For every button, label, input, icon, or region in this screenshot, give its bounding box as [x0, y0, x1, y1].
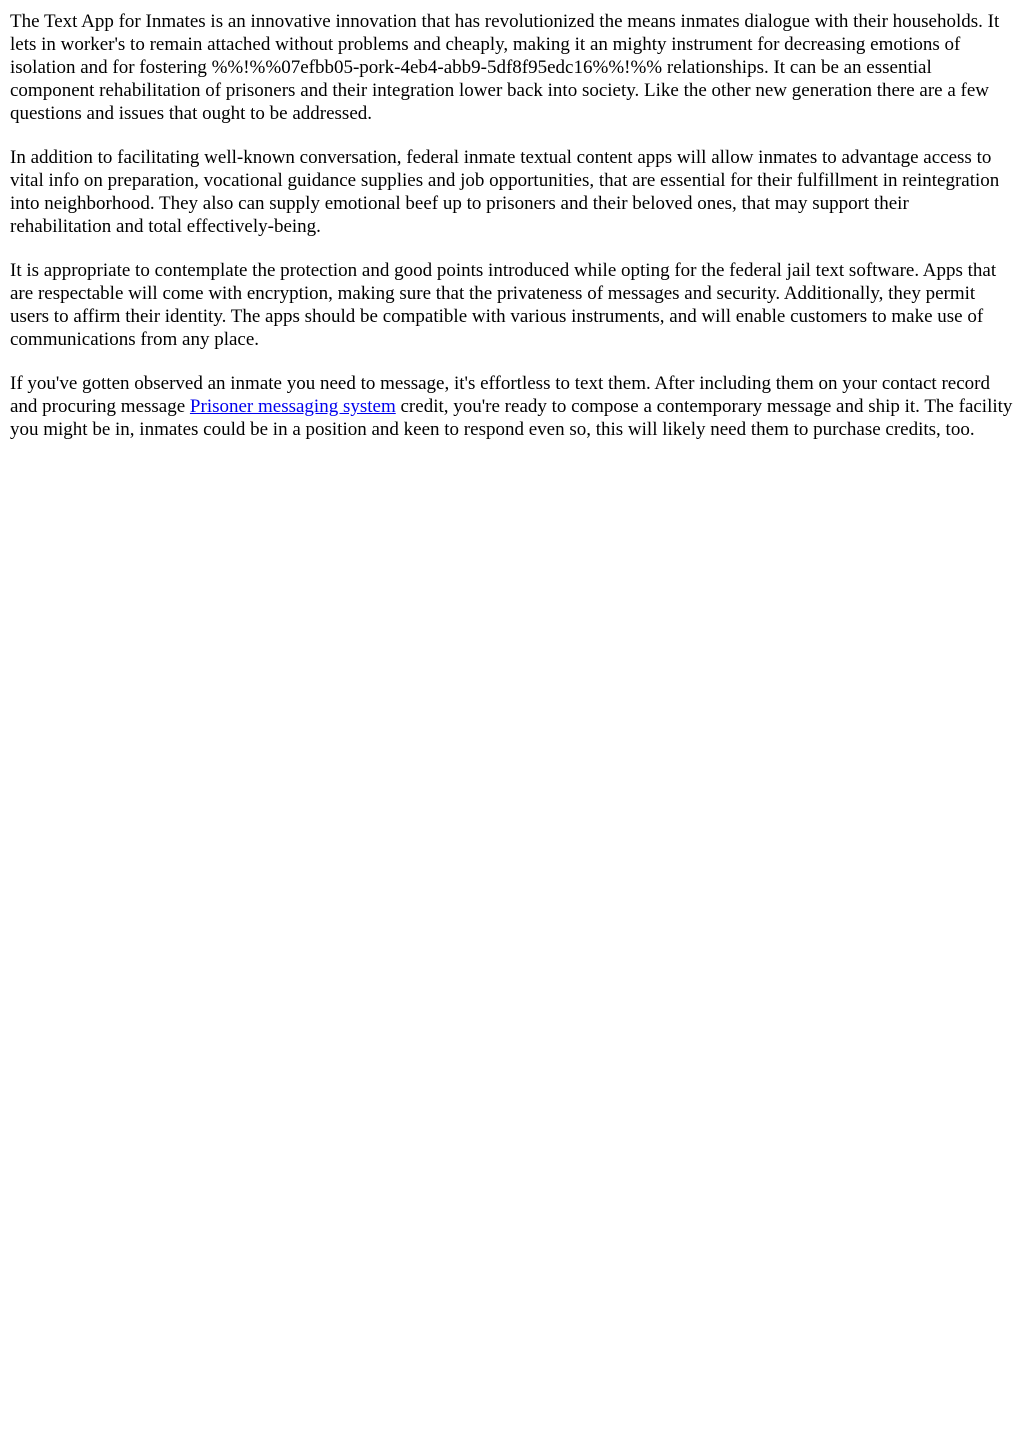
paragraph-4	[10, 372, 1014, 441]
paragraph-3: It is appropriate to contemplate the protection and good points introduced while opting for the federal jail text software. Apps that are respectable will come with encryption, making sure that the privateness of messages and security. Additionally, they permit users to affirm their identity. The apps should be compatible with various instruments, and will enable customers to make use of communications from any place.	[10, 260, 997, 350]
paragraph-4-text-after-link: credit, you're ready to compose a contemporary message and ship it. The facility you might be in, inmates could be in a position and keen to respond even so, this will likely need them to purchase credits, too.	[10, 396, 1013, 440]
paragraph-4-text-before-link: If you've gotten observed an inmate you need to message, it's effortless to text them. After including them on your contact record and procuring message	[10, 373, 990, 417]
paragraph-1: The Text App for Inmates is an innovative innovation that has revolutionized the means inmates dialogue with their households. It lets in worker's to remain attached without problems and cheaply, making it an mighty instrument for decreasing emotions of isolation and for fostering %%!%%07efbb05-pork-4eb4-abb9-5df8f95edc16%%!%% relationships. It can be an essential component rehabilitation of prisoners and their integration lower back into society. Like the other new generation there are a few questions and issues that ought to be addressed.	[10, 11, 1000, 124]
prisoner-messaging-system-link[interactable]: Prisoner messaging system	[189, 396, 396, 417]
article-body	[10, 10, 1014, 441]
paragraph-2: In addition to facilitating well-known conversation, federal inmate textual content apps will allow inmates to advantage access to vital info on preparation, vocational guidance supplies and job opportunities, that are essential for their fulfillment in reintegration into neighborhood. They also can supply emotional beef up to prisoners and their beloved ones, that may support their rehabilitation and total effectively-being.	[10, 147, 1000, 237]
